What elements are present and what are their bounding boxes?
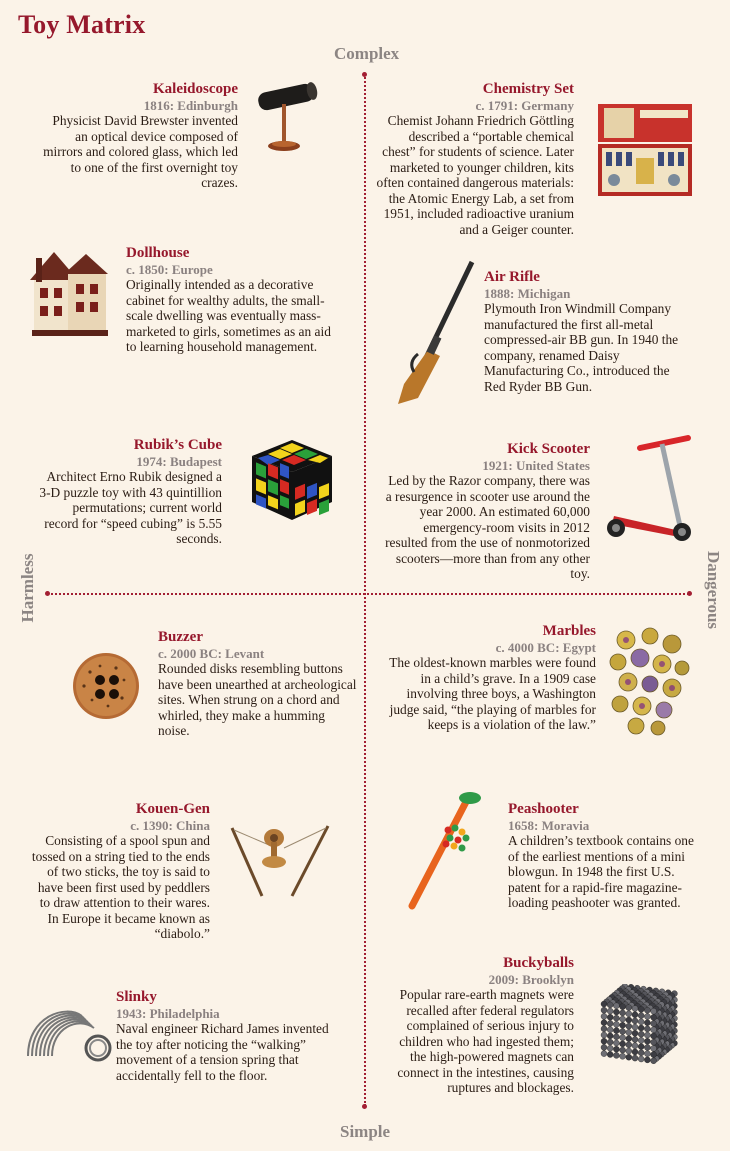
- entry-name: Dollhouse: [126, 245, 190, 261]
- kick-scooter-image: [604, 434, 696, 544]
- entry-meta: 1888: Michigan: [484, 286, 571, 301]
- slinky-image: [22, 996, 112, 1064]
- marbles-image: [606, 626, 692, 736]
- kaleidoscope-image: [252, 80, 322, 156]
- entry-chemistry-set: [376, 80, 574, 237]
- entry-meta: 1658: Moravia: [508, 818, 590, 833]
- entry-buckyballs: [392, 954, 574, 1096]
- entry-rubiks-cube: [38, 436, 222, 547]
- entry-description: A children’s textbook contains one of the earliest mentions of a mini blowgun. In 1948 the first U.S. patent for a rapid-fire magazine-loading peashooter was granted.: [508, 833, 694, 910]
- entry-peashooter: [508, 800, 704, 911]
- entry-description: Consisting of a spool spun and tossed on a string tied to the ends of two sticks, the toy is said to have been first used by peddlers to draw attention to their wares. In Europe it became known as “diabolo.”: [31, 833, 210, 941]
- entry-name: Kick Scooter: [507, 441, 590, 457]
- entry-name: Buckyballs: [503, 955, 574, 971]
- entry-description: Originally intended as a decorative cabinet for wealthy adults, the small-scale dwelling was eventually mass-marketed to girls, sometimes as an aid to learning household management.: [126, 277, 331, 354]
- entry-description: Rounded disks resembling buttons have been unearthed at archeological sites. When strung on a chord and whirled, they make a humming noise.: [158, 661, 357, 738]
- entry-description: Chemist Johann Friedrich Göttling described a “portable chemical chest” for students of science. Later marketed to younger children, kits often contained dangerous materials: the Atomic Energy Lab, a set from 1951, included radioactive uranium and a Geiger counter.: [376, 113, 574, 237]
- air-rifle-image: [388, 258, 476, 408]
- entry-name: Chemistry Set: [482, 81, 574, 97]
- entry-meta: c. 1390: China: [130, 818, 210, 833]
- entry-name: Air Rifle: [484, 269, 540, 285]
- axis-end-dot-right: [687, 591, 692, 596]
- entry-meta: 1974: Budapest: [136, 454, 222, 469]
- chemistry-set-image: [596, 102, 694, 198]
- buckyballs-image: [600, 984, 684, 1078]
- axis-end-dot-bottom: [362, 1104, 367, 1109]
- entry-name: Rubik’s Cube: [133, 437, 222, 453]
- entry-meta: 1921: United States: [482, 458, 590, 473]
- page-title: Toy Matrix: [18, 10, 146, 39]
- buzzer-image: [70, 650, 142, 722]
- axis-label-bottom: Simple: [340, 1122, 391, 1141]
- vertical-axis-line: [364, 74, 366, 1106]
- entry-name: Buzzer: [158, 629, 203, 645]
- entry-slinky: [116, 988, 334, 1083]
- entry-name: Peashooter: [508, 801, 579, 817]
- entry-meta: c. 1791: Germany: [475, 98, 574, 113]
- axis-label-right: Dangerous: [704, 550, 723, 630]
- entry-name: Kaleidoscope: [153, 81, 238, 97]
- entry-description: Architect Erno Rubik designed a 3-D puzzle toy with 43 quintillion permutations; current world record for “speed cubing” is 5.55 seconds.: [39, 469, 222, 546]
- axis-end-dot-top: [362, 72, 367, 77]
- entry-air-rifle: [484, 268, 684, 394]
- rubiks-cube-image: [250, 438, 334, 522]
- entry-description: Led by the Razor company, there was a resurgence in scooter use around the year 2000. An estimated 60,000 emergency-room visits in 2012 resulted from the use of nonmotorized scooters—more than from any other toy.: [385, 473, 590, 581]
- entry-meta: c. 1850: Europe: [126, 262, 213, 277]
- entry-kaleidoscope: [38, 80, 238, 191]
- entry-name: Slinky: [116, 989, 157, 1005]
- entry-name: Kouen-Gen: [135, 801, 210, 817]
- entry-kick-scooter: [380, 440, 590, 582]
- entry-name: Marbles: [542, 623, 596, 639]
- entry-kouen-gen: [30, 800, 210, 942]
- entry-buzzer: [158, 628, 358, 739]
- entry-marbles: [386, 622, 596, 733]
- entry-meta: 2009: Brooklyn: [488, 972, 574, 987]
- entry-description: Naval engineer Richard James invented the toy after noticing the “walking” movement of a tension spring that accidentally fell to the floor.: [116, 1021, 329, 1083]
- entry-meta: c. 2000 BC: Levant: [158, 646, 265, 661]
- entry-description: Popular rare-earth magnets were recalled after federal regulators complained of serious injury to children who had ingested them; the high-powered magnets can connect in the intestines, causing ruptures and blockages.: [397, 987, 574, 1095]
- entry-dollhouse: [126, 244, 332, 355]
- axis-end-dot-left: [45, 591, 50, 596]
- peashooter-image: [400, 788, 496, 912]
- entry-meta: 1943: Philadelphia: [116, 1006, 220, 1021]
- entry-meta: 1816: Edinburgh: [143, 98, 238, 113]
- horizontal-axis-line: [47, 593, 689, 595]
- entry-description: Plymouth Iron Windmill Company manufactured the first all-metal compressed-air BB gun. In 1940 the company, renamed Daisy Manufacturing Co., introduced the Red Ryder BB Gun.: [484, 301, 679, 394]
- entry-description: Physicist David Brewster invented an optical device composed of mirrors and colored glass, which led to one of the first overnight toy crazes.: [43, 113, 238, 190]
- dollhouse-image: [24, 244, 110, 340]
- diabolo-image: [228, 822, 332, 900]
- axis-label-top: Complex: [334, 44, 400, 63]
- entry-description: The oldest-known marbles were found in a child’s grave. In a 1909 case involving three boys, a Washington judge said, “the playing of marbles for keeps is a violation of the law.”: [389, 655, 596, 732]
- entry-meta: c. 4000 BC: Egypt: [495, 640, 596, 655]
- axis-label-left: Harmless: [18, 553, 37, 623]
